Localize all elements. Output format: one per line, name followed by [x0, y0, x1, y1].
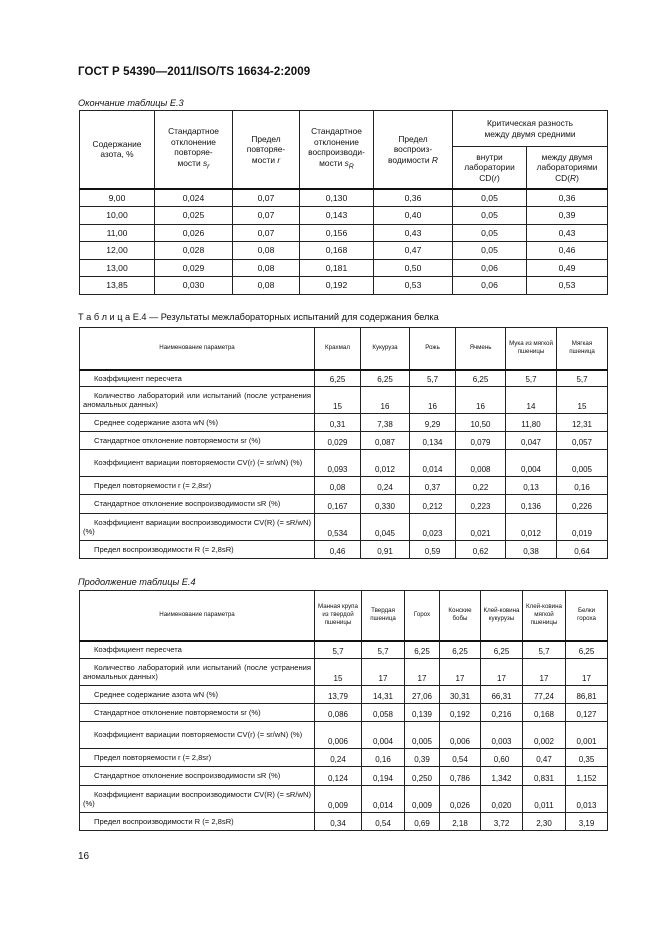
parameter-name: Коэффициент вариации повторяемости CV(r) (= sr/wN) (%)	[80, 722, 315, 749]
table-cell: 0,093	[315, 450, 361, 477]
table-cell: 0,250	[405, 767, 440, 786]
table-cell: 5,7	[523, 641, 566, 659]
parameter-name: Предел воспроизводимости R (= 2,8sR)	[80, 813, 315, 831]
table-cell: 0,05	[453, 207, 527, 225]
column-header: Клей-ковина мягкой пшеницы	[523, 591, 566, 641]
table-cell: 0,39	[405, 749, 440, 767]
table-cell: 6,25	[361, 370, 410, 387]
table-cell: 6,25	[456, 370, 506, 387]
document-header: ГОСТ Р 54390—2011/ISO/TS 16634-2:2009	[78, 66, 311, 78]
parameter-name: Стандартное отклонение повторяемости sr (%)	[80, 704, 315, 722]
table-cell: 0,026	[440, 786, 481, 813]
column-header: Твердая пшеница	[362, 591, 405, 641]
column-header: Кукуруза	[361, 328, 410, 370]
table-row	[80, 722, 608, 749]
column-header: Рожь	[410, 328, 456, 370]
table-row	[80, 224, 608, 242]
table-cell: 13,85	[80, 277, 155, 295]
table-cell: 0,50	[374, 259, 453, 277]
table-cell: 0,53	[527, 277, 608, 295]
table-cell: 0,047	[506, 432, 557, 450]
table-cell: 5,7	[506, 370, 557, 387]
table-cell: 30,31	[440, 686, 481, 704]
table-cell: 0,079	[456, 432, 506, 450]
table-row	[80, 242, 608, 260]
table-cell: 0,168	[523, 704, 566, 722]
table-row	[80, 450, 608, 477]
parameter-name: Предел повторяемости r (= 2,8sr)	[80, 477, 315, 495]
table-cell: 5,7	[410, 370, 456, 387]
table-cell: 15	[557, 387, 608, 414]
table-cell: 0,002	[523, 722, 566, 749]
table-cell: 0,831	[523, 767, 566, 786]
parameter-name: Количество лабораторий или испытаний (после устранения аномальных данных)	[80, 659, 315, 686]
table-cell: 0,07	[233, 207, 300, 225]
table-cell: 0,212	[410, 495, 456, 514]
table-cell: 0,16	[362, 749, 405, 767]
table-cell: 0,05	[453, 242, 527, 260]
table-cell: 0,34	[315, 813, 362, 831]
table-cell: 0,005	[405, 722, 440, 749]
table-row	[80, 189, 608, 207]
table-cell: 0,226	[557, 495, 608, 514]
parameter-name: Стандартное отклонение воспроизводимости sR (%)	[80, 495, 315, 514]
table-cell: 0,087	[361, 432, 410, 450]
t4-body	[80, 370, 608, 559]
table-row	[80, 277, 608, 295]
table-cell: 0,08	[233, 259, 300, 277]
table-cell: 12,31	[557, 414, 608, 432]
table-cell: 0,026	[155, 224, 233, 242]
table-cell: 0,023	[410, 514, 456, 541]
parameter-name: Коэффициент вариации повторяемости CV(r) (= sr/wN) (%)	[80, 450, 315, 477]
table-cell: 13,79	[315, 686, 362, 704]
table-cell: 0,31	[315, 414, 361, 432]
table-cell: 0,40	[374, 207, 453, 225]
table-cell: 0,008	[456, 450, 506, 477]
table-cell: 6,25	[405, 641, 440, 659]
table-cell: 0,012	[361, 450, 410, 477]
table-cell: 14,31	[362, 686, 405, 704]
table-cell: 0,005	[557, 450, 608, 477]
table-cell: 0,014	[410, 450, 456, 477]
table-cell: 0,156	[300, 224, 374, 242]
t3-body	[80, 189, 608, 295]
table-row	[80, 514, 608, 541]
table-cell: 17	[362, 659, 405, 686]
table-cell: 5,7	[315, 641, 362, 659]
parameter-name: Коэффициент вариации воспроизводимости CV(R) (= sR/wN) (%)	[80, 514, 315, 541]
table-cell: 0,019	[557, 514, 608, 541]
table-cell: 0,124	[315, 767, 362, 786]
page-number: 16	[78, 851, 90, 862]
table-cell: 17	[566, 659, 608, 686]
t3-header-reprod-limit: Предел воспроиз- водимости R	[374, 111, 453, 189]
parameter-name: Предел повторяемости r (= 2,8sr)	[80, 749, 315, 767]
parameter-name: Коэффициент вариации воспроизводимости CV(R) (= sR/wN) (%)	[80, 786, 315, 813]
table-row	[80, 477, 608, 495]
table-cell: 0,029	[315, 432, 361, 450]
table-e4	[79, 327, 608, 559]
table-cell: 0,013	[566, 786, 608, 813]
table-cell: 0,36	[527, 189, 608, 207]
table-cell: 6,25	[481, 641, 523, 659]
column-header: Ячмень	[456, 328, 506, 370]
table-cell: 15	[315, 387, 361, 414]
table-cell: 0,009	[405, 786, 440, 813]
parameter-name: Среднее содержание азота wN (%)	[80, 414, 315, 432]
table-cell: 0,37	[410, 477, 456, 495]
table-cell: 0,07	[233, 189, 300, 207]
table-cell: 0,139	[405, 704, 440, 722]
table-cell: 0,127	[566, 704, 608, 722]
table-cell: 0,192	[300, 277, 374, 295]
table-cell: 11,00	[80, 224, 155, 242]
table-e4-continuation	[79, 590, 608, 831]
table-cell: 0,130	[300, 189, 374, 207]
table-cell: 0,54	[440, 749, 481, 767]
table-cell: 0,91	[361, 541, 410, 559]
t3-header-within-lab: внутри лаборатории CD(r)	[453, 147, 527, 189]
table-e3-end	[79, 110, 608, 295]
table-row	[80, 495, 608, 514]
table-cell: 0,06	[453, 259, 527, 277]
table-cell: 10,50	[456, 414, 506, 432]
table-cell: 5,7	[557, 370, 608, 387]
table-cell: 0,05	[453, 189, 527, 207]
table-cell: 0,60	[481, 749, 523, 767]
table-cell: 12,00	[80, 242, 155, 260]
table-cell: 11,80	[506, 414, 557, 432]
table-cell: 6,25	[440, 641, 481, 659]
table-cell: 2,30	[523, 813, 566, 831]
table-cell: 0,004	[506, 450, 557, 477]
table-cell: 0,136	[506, 495, 557, 514]
table-cell: 0,43	[374, 224, 453, 242]
table-cell: 5,7	[362, 641, 405, 659]
table-cell: 17	[440, 659, 481, 686]
table-cell: 0,134	[410, 432, 456, 450]
table-e4-cont-caption: Продолжение таблицы Е.4	[78, 577, 196, 587]
table-cell: 6,25	[566, 641, 608, 659]
parameter-name: Стандартное отклонение повторяемости sr (%)	[80, 432, 315, 450]
table-row	[80, 207, 608, 225]
table-cell: 0,181	[300, 259, 374, 277]
table-row	[80, 387, 608, 414]
t3-header-between-labs: между двумя лабораториями CD(R)	[527, 147, 608, 189]
table-cell: 0,54	[362, 813, 405, 831]
table-cell: 16	[361, 387, 410, 414]
table-cell: 0,64	[557, 541, 608, 559]
table-row	[80, 813, 608, 831]
column-header: Крахмал	[315, 328, 361, 370]
table-row	[80, 686, 608, 704]
column-header: Клей-ковина кукурузы	[481, 591, 523, 641]
column-header: Конские бобы	[440, 591, 481, 641]
table-cell: 0,028	[155, 242, 233, 260]
table-cell: 0,003	[481, 722, 523, 749]
table-cell: 0,786	[440, 767, 481, 786]
table-cell: 0,030	[155, 277, 233, 295]
table-cell: 17	[405, 659, 440, 686]
table-cell: 0,014	[362, 786, 405, 813]
table-cell: 0,330	[361, 495, 410, 514]
table-row	[80, 414, 608, 432]
table-cell: 0,009	[315, 786, 362, 813]
table-cell: 16	[456, 387, 506, 414]
table-cell: 0,24	[361, 477, 410, 495]
table-cell: 0,029	[155, 259, 233, 277]
table-cell: 0,62	[456, 541, 506, 559]
table-cell: 0,025	[155, 207, 233, 225]
parameter-name: Коэффициент пересчета	[80, 641, 315, 659]
t4-header-param: Наименование параметра	[80, 328, 315, 370]
column-header: Белки гороха	[566, 591, 608, 641]
parameter-name: Стандартное отклонение воспроизводимости sR (%)	[80, 767, 315, 786]
table-row	[80, 786, 608, 813]
table-cell: 3,72	[481, 813, 523, 831]
table-cell: 0,46	[315, 541, 361, 559]
table-cell: 6,25	[315, 370, 361, 387]
table-cell: 77,24	[523, 686, 566, 704]
table-cell: 9,00	[80, 189, 155, 207]
table-cell: 27,06	[405, 686, 440, 704]
table-cell: 86,81	[566, 686, 608, 704]
t4b-body	[80, 641, 608, 831]
table-cell: 0,08	[233, 277, 300, 295]
parameter-name: Коэффициент пересчета	[80, 370, 315, 387]
table-cell: 7,38	[361, 414, 410, 432]
table-cell: 14	[506, 387, 557, 414]
parameter-name: Среднее содержание азота wN (%)	[80, 686, 315, 704]
table-cell: 0,045	[361, 514, 410, 541]
table-cell: 0,011	[523, 786, 566, 813]
table-cell: 0,36	[374, 189, 453, 207]
parameter-name: Предел воспроизводимости R (= 2,8sR)	[80, 541, 315, 559]
table-cell: 0,021	[456, 514, 506, 541]
table-cell: 1,152	[566, 767, 608, 786]
table-cell: 0,49	[527, 259, 608, 277]
table-cell: 0,168	[300, 242, 374, 260]
table-cell: 0,53	[374, 277, 453, 295]
table-cell: 0,020	[481, 786, 523, 813]
table-e4-title: Т а б л и ц а Е.4 — Результаты межлабораторных испытаний для содержания белка	[78, 312, 439, 322]
table-cell: 0,69	[405, 813, 440, 831]
table-cell: 0,07	[233, 224, 300, 242]
parameter-name: Количество лабораторий или испытаний (после устранения аномальных данных)	[80, 387, 315, 414]
column-header: Манная крупа из твердой пшеницы	[315, 591, 362, 641]
t3-header-repeat-sd: Стандартное отклонение повторяе- мости $s_r$	[155, 111, 233, 189]
column-header: Мука из мягкой пшеницы	[506, 328, 557, 370]
table-cell: 3,19	[566, 813, 608, 831]
table-cell: 0,534	[315, 514, 361, 541]
table-cell: 0,59	[410, 541, 456, 559]
table-cell: 0,001	[566, 722, 608, 749]
table-cell: 0,006	[440, 722, 481, 749]
table-cell: 0,143	[300, 207, 374, 225]
table-cell: 16	[410, 387, 456, 414]
table-cell: 0,216	[481, 704, 523, 722]
table-cell: 17	[523, 659, 566, 686]
table-cell: 0,223	[456, 495, 506, 514]
t3-header-critical-diff: Критическая разность между двумя средними	[453, 111, 608, 147]
table-cell: 0,024	[155, 189, 233, 207]
table-cell: 0,47	[374, 242, 453, 260]
table-row	[80, 259, 608, 277]
table-cell: 0,06	[453, 277, 527, 295]
table-cell: 0,057	[557, 432, 608, 450]
t3-header-repeat-limit: Предел повторяе- мости r	[233, 111, 300, 189]
table-cell: 2,18	[440, 813, 481, 831]
table-row	[80, 749, 608, 767]
t3-header-nitrogen: Содержание азота, %	[80, 111, 155, 189]
table-cell: 15	[315, 659, 362, 686]
table-cell: 10,00	[80, 207, 155, 225]
table-cell: 0,08	[315, 477, 361, 495]
table-cell: 0,43	[527, 224, 608, 242]
table-cell: 1,342	[481, 767, 523, 786]
column-header: Горох	[405, 591, 440, 641]
table-row	[80, 370, 608, 387]
table-cell: 13,00	[80, 259, 155, 277]
t3-header-reprod-sd: Стандартное отклонение воспроизводи- мости $s_R$	[300, 111, 374, 189]
table-cell: 17	[481, 659, 523, 686]
table-cell: 0,22	[456, 477, 506, 495]
table-row	[80, 704, 608, 722]
column-header: Мягкая пшеница	[557, 328, 608, 370]
table-cell: 0,004	[362, 722, 405, 749]
table-cell: 0,058	[362, 704, 405, 722]
t4b-header-param: Наименование параметра	[80, 591, 315, 641]
table-cell: 0,194	[362, 767, 405, 786]
table-cell: 0,05	[453, 224, 527, 242]
table-cell: 0,39	[527, 207, 608, 225]
table-row	[80, 541, 608, 559]
table-row	[80, 659, 608, 686]
table-cell: 0,13	[506, 477, 557, 495]
table-e3-caption: Окончание таблицы Е.3	[78, 98, 184, 108]
table-cell: 9,29	[410, 414, 456, 432]
table-cell: 0,35	[566, 749, 608, 767]
table-cell: 0,16	[557, 477, 608, 495]
table-cell: 0,192	[440, 704, 481, 722]
table-cell: 0,167	[315, 495, 361, 514]
table-cell: 0,086	[315, 704, 362, 722]
table-cell: 0,46	[527, 242, 608, 260]
table-cell: 0,47	[523, 749, 566, 767]
table-cell: 0,012	[506, 514, 557, 541]
table-cell: 0,08	[233, 242, 300, 260]
table-cell: 66,31	[481, 686, 523, 704]
table-row	[80, 432, 608, 450]
table-cell: 0,38	[506, 541, 557, 559]
table-row	[80, 641, 608, 659]
table-cell: 0,006	[315, 722, 362, 749]
table-row	[80, 767, 608, 786]
table-cell: 0,24	[315, 749, 362, 767]
